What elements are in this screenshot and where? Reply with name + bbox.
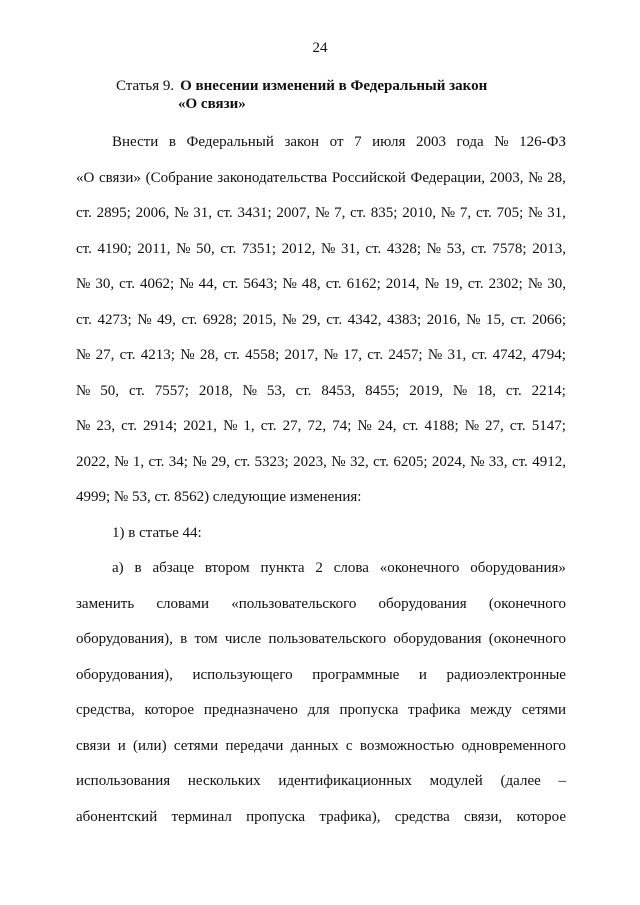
word: в [180,631,188,647]
word: ст. [216,205,233,221]
word: ст. [76,205,92,221]
word: 53, [446,240,466,257]
word: законодательства [217,169,328,186]
word: 2018, [198,382,233,399]
article-title-line1: О внесении изменений в Федеральный закон [180,78,488,94]
word: 2012, [281,240,316,257]
word: 31, [193,205,213,221]
word: № [314,205,330,221]
word: средства [394,808,450,825]
word: ст. [119,276,135,292]
word: № [174,205,189,221]
word: ст. [223,347,240,363]
word: связи, [464,808,503,825]
word: пользовательского [268,631,387,647]
word: 74; [332,418,352,434]
word: 7, [334,205,346,221]
word: № [76,276,91,292]
word: втором [204,560,250,576]
word: ст. [467,276,484,292]
word: № [242,382,257,399]
word: 2 [315,560,323,576]
word: 50, [196,240,215,257]
word: ст. [367,347,384,363]
text-line [76,800,566,836]
word: идентификационных [278,773,412,789]
word: 31, [447,347,467,363]
word: 2011, [137,240,171,257]
word: ст. [220,240,237,257]
text-line [76,445,566,481]
word: 33, [488,453,508,470]
word: 705; [496,205,524,221]
word: 7578; [492,240,527,257]
word: 2023, [293,453,327,470]
word: оборудования), [76,666,173,683]
word: 4742, [492,347,527,363]
word: одновременного [461,737,566,754]
word: 8453, [321,382,356,399]
word: № [76,382,91,399]
word: 72, [307,418,327,434]
word: (оконечного [488,631,566,647]
word: оборудования [378,595,467,612]
word: 29, [211,453,230,470]
word: 28, [547,169,566,186]
page-number: 24 [312,40,328,56]
word: 15, [486,311,505,328]
word: 2003, [489,169,524,186]
word: № [282,276,297,292]
word: 5643; [243,276,278,292]
word: которое [144,702,195,718]
word: 2007, [276,205,311,221]
word: № [331,453,346,470]
word: ст. [119,347,136,363]
word: 4912, [532,453,566,470]
word: «О [76,169,95,186]
word: (Собрание [145,169,213,186]
word: № [180,347,195,363]
word: 31, [340,240,360,257]
word: оборудования» [470,560,566,576]
word: закон [284,134,320,150]
word: между [470,702,512,718]
word: 4273; [97,311,132,328]
word: предназначено [203,702,298,718]
word: данных [290,737,339,754]
word: Федерации, [410,169,486,186]
text-line: 4999; № 53, ст. 8562) следующие изменения: [76,489,362,505]
word: ст. [350,205,366,221]
word: 30, [95,276,115,292]
word: 29, [301,311,321,328]
word: трафика), [319,808,381,825]
word: ст. [295,382,312,399]
text-line [76,161,566,197]
word: № [527,276,543,292]
word: 2022, [76,453,110,470]
word: 49, [157,311,176,328]
word: 53, [266,382,286,399]
word: 2016, [426,311,461,328]
word: 2214; [531,382,566,399]
word: 2019, [409,382,443,399]
text-line [76,232,566,268]
word: 32, [349,453,369,470]
word: № [176,240,191,257]
text-line [76,587,566,623]
word: № [427,347,443,363]
word: № [192,453,207,470]
word: слова [333,560,369,576]
word: возможностью [359,737,455,754]
word: с [345,737,353,754]
word: № [494,134,509,150]
word: заменить [76,595,135,612]
word: и [117,737,126,754]
word: ст. [373,453,389,470]
word: трафика [408,702,461,718]
word: 34; [168,453,188,470]
word: 126-ФЗ [519,134,566,150]
word: в [134,560,142,576]
word: № [464,418,479,434]
word: ст. [325,276,342,292]
word: 50, [100,382,120,399]
article-label: Статья 9. [116,78,175,94]
word: № [223,418,238,434]
word: абзаце [152,560,194,576]
word: 4342, [347,311,382,328]
word: использующего [192,666,293,683]
word: радиоэлектронные [446,666,566,683]
word: сетями [521,702,566,718]
word: ст. [475,205,492,221]
word: пункта [260,560,305,576]
article-heading [116,77,487,113]
word: ст. [510,311,527,328]
word: 2895; [96,205,131,221]
word: 4188; [424,418,459,434]
word: «оконечного [379,560,460,576]
word: 2010, [402,205,436,221]
word: ст. [148,453,165,470]
word: № [179,276,194,292]
word: 31, [547,205,566,221]
article-title-line2: «О связи» [178,96,246,112]
word: ст. [509,418,526,434]
word: № [426,240,441,257]
word: (далее [500,773,541,789]
word: № [452,382,468,399]
word: № [76,347,91,363]
word: Российской [331,169,406,186]
word: ст. [181,311,198,328]
word: которое [516,808,566,825]
word: 27, [282,418,302,434]
word: 27, [95,347,115,363]
word: № [528,205,543,221]
word: 4062; [140,276,175,292]
word: – [558,773,566,789]
word: в [168,134,176,150]
word: № [470,453,485,470]
word: связи» [99,169,141,186]
word: модулей [429,773,483,789]
word: 1, [243,418,255,434]
word: (или) [133,737,167,754]
word: 17, [343,347,362,363]
word: № [466,311,481,328]
word: № [440,205,456,221]
word: пропуска [339,702,399,718]
word: ст. [222,276,239,292]
word: 4328; [386,240,421,257]
word: 2302; [488,276,523,292]
word: сетями [173,737,219,754]
word: абонентский [76,808,158,825]
word: 2024, [431,453,466,470]
word: ст. [234,453,251,470]
word: программные [312,666,400,683]
word: 4794; [531,347,566,363]
word: ст. [128,382,145,399]
text-line [76,125,566,161]
word: 19, [443,276,463,292]
word: нескольких [187,773,261,789]
word: 2003 [415,134,446,150]
word: 4383; [387,311,422,328]
word: а) [112,560,124,576]
text-line [76,658,566,694]
word: 30, [547,276,566,292]
word: 1, [132,453,145,470]
text-line [76,622,566,658]
word: № [137,311,152,328]
word: № [323,347,338,363]
word: ст. [326,311,343,328]
text-line [76,764,566,800]
text-line [76,409,566,445]
text-line [76,303,566,339]
word: и [418,666,427,683]
word: 835; [370,205,398,221]
word: 24, [377,418,397,434]
word: оборудования [393,631,482,647]
word: том [194,631,218,647]
word: ст. [511,453,528,470]
word: года [456,134,484,150]
word: 2006, [135,205,170,221]
word: ст. [505,382,522,399]
word: 5323; [254,453,289,470]
word: 2013, [532,240,566,257]
word: 7351; [241,240,277,257]
word: 18, [477,382,496,399]
word: ст. [260,418,277,434]
word: 8455; [365,382,400,399]
word: 4558; [245,347,280,363]
word: ст. [76,311,92,328]
text-line [76,693,566,729]
word: № [357,418,372,434]
word: словами [156,595,210,612]
word: 23, [96,418,116,434]
word: 5147; [531,418,566,434]
word: 2914; [143,418,178,434]
word: связи [76,737,111,754]
word: 2017, [284,347,319,363]
word: № [282,311,297,328]
word: 6162; [346,276,381,292]
word: ст. [470,240,487,257]
word: 2021, [183,418,218,434]
word: от [329,134,344,150]
text-line [76,374,566,410]
text-line [76,729,566,765]
word: «пользовательского [231,595,357,612]
word: июля [372,134,406,150]
word: 3431; [237,205,272,221]
word: для [307,702,330,718]
word: 7557; [154,382,189,399]
word: ст. [402,418,419,434]
word: ст. [471,347,488,363]
word: ст. [121,418,137,434]
word: 4213; [140,347,175,363]
word: 6928; [202,311,238,328]
word: ст. [365,240,382,257]
word: передачи [225,737,284,754]
text-line [76,338,566,374]
word: 2066; [531,311,566,328]
word: Внести [112,134,159,150]
word: 44, [198,276,218,292]
text-line [76,267,566,303]
word: 6205; [393,453,428,470]
word: Федеральный [186,134,274,150]
word: числе [224,631,262,647]
list-item-heading: 1) в статье 44: [112,524,202,541]
word: № [76,418,91,434]
text-line [76,196,566,232]
word: 7 [354,134,362,150]
word: терминал [171,808,232,825]
word: 4190; [97,240,132,257]
word: № [114,453,129,470]
word: 28, [199,347,219,363]
word: № [424,276,439,292]
word: оборудования), [76,631,173,647]
word: 7, [459,205,472,221]
word: пропуска [246,808,306,825]
word: средства, [76,702,135,718]
word: 2014, [385,276,420,292]
word: № [528,169,543,186]
word: 2457; [388,347,423,363]
text-line [76,551,566,587]
word: использования [76,773,171,789]
word: 2015, [242,311,277,328]
word: 27, [485,418,504,434]
word: ст. [76,240,92,257]
word: (оконечного [488,595,566,612]
body-text [76,125,566,835]
word: 48, [301,276,321,292]
word: № [321,240,336,257]
